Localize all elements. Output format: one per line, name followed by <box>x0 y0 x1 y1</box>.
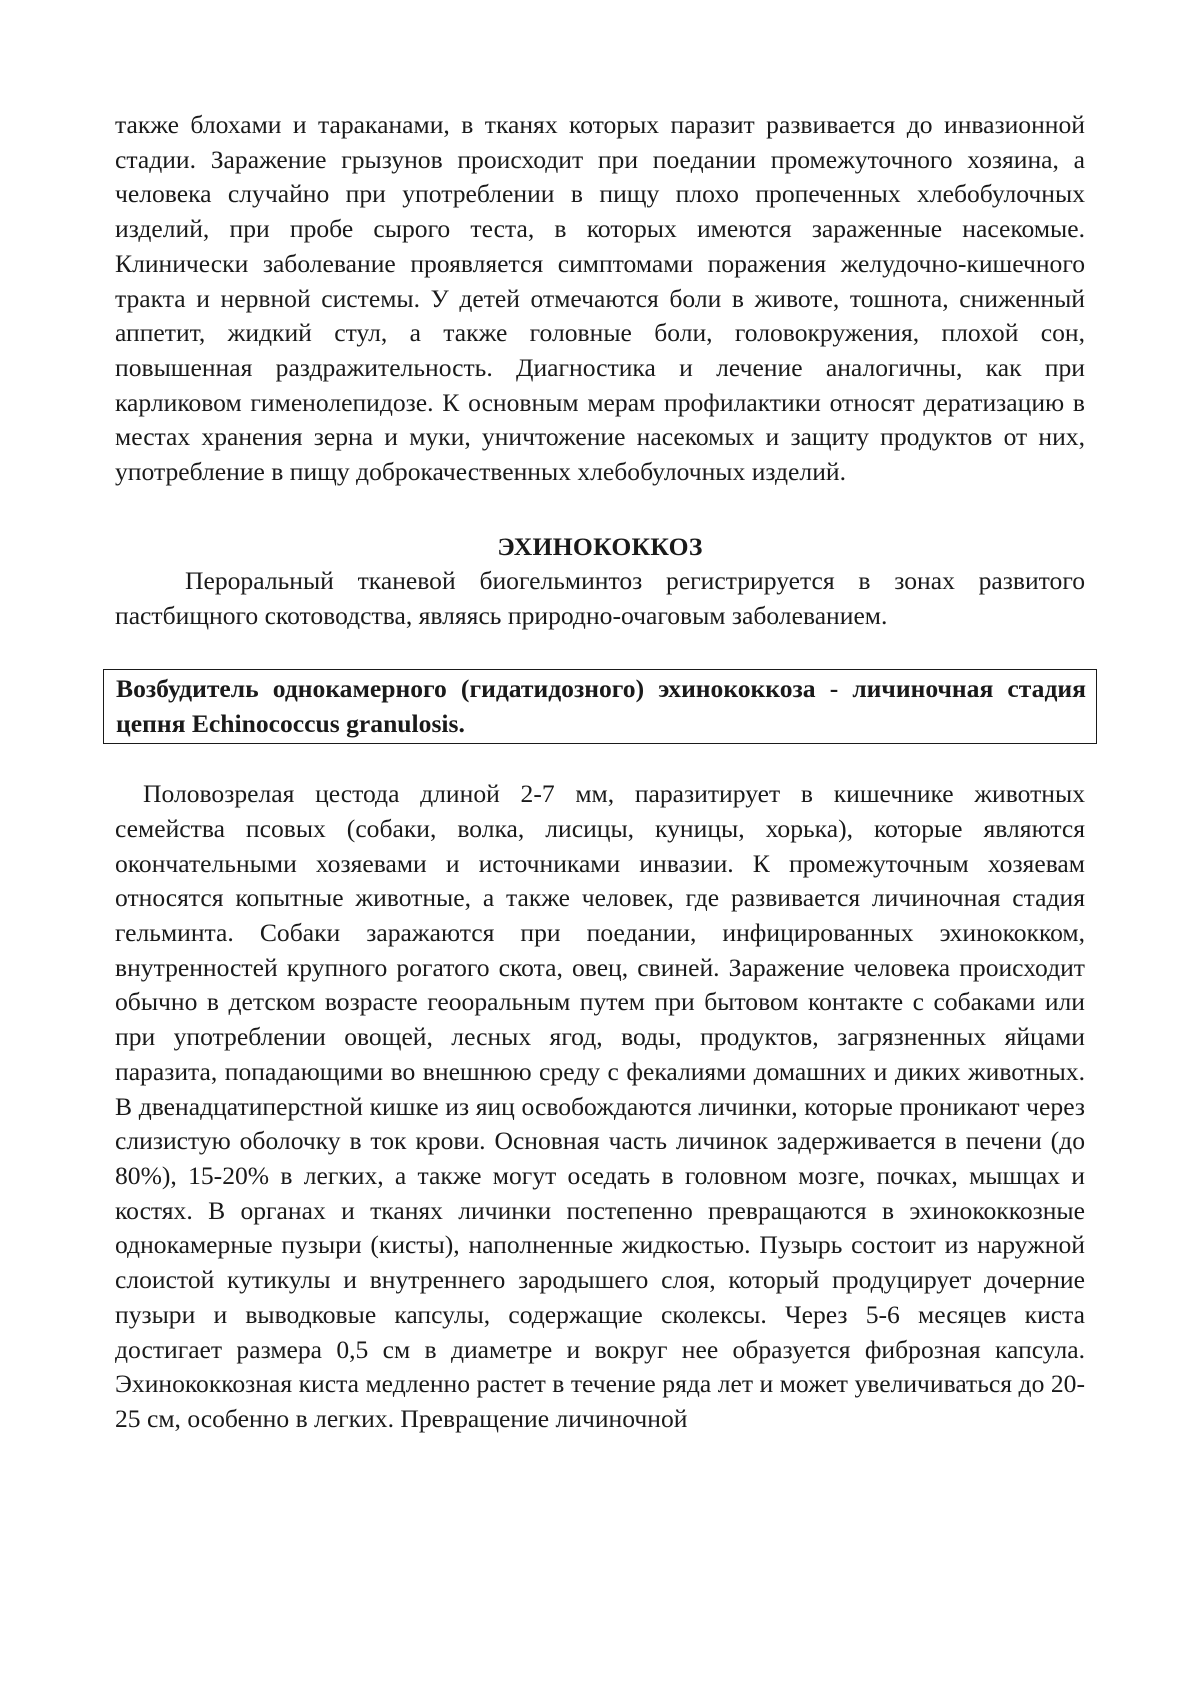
pathogen-box: Возбудитель однокамерного (гидатидозного) эхинококкоза - личиночная стадия цепня Echinococcus granulosis. <box>103 669 1097 744</box>
body-paragraph: Половозрелая цестода длиной 2-7 мм, паразитирует в кишечнике животных семейства псовых (собаки, волка, лисицы, куницы, хорька), которые являются окончательными хозяевами и источниками инвазии. К промежуточным хозяевам относятся копытные животные, а также человек, где развивается личиночная стадия гельминта. Собаки заражаются при поедании, инфицированных эхинококком, внутренностей крупного рогатого скота, овец, свиней. Заражение человека происходит обычно в детском возрасте геооральным путем при бытовом контакте с собаками или при употреблении овощей, лесных ягод, воды, продуктов, загрязненных яйцами паразита, попадающими во внешнюю среду с фекалиями домашних и диких животных. В двенадцатиперстной кишке из яиц освобождаются личинки, которые проникают через слизистую оболочку в ток крови. Основная часть личинок задерживается в печени (до 80%), 15-20% в легких, а также могут оседать в головном мозге, почках, мышцах и костях. В органах и тканях личинки постепенно превращаются в эхинококкозные однокамерные пузыри (кисты), наполненные жидкостью. Пузырь состоит из наружной слоистой кутикулы и внутреннего зародышего слоя, который продуцирует дочерние пузыри и выводковые капсулы, содержащие сколексы. Через 5-6 месяцев киста достигает размера 0,5 см в диаметре и вокруг нее образуется фиброзная капсула. Эхинококкозная киста медленно растет в течение ряда лет и может увеличиваться до 20-25 см, особенно в легких. Превращение личиночной <box>115 779 1085 1433</box>
section-heading: ЭХИНОКОККОЗ <box>497 531 703 561</box>
document-page <box>115 108 1085 1437</box>
intro-paragraph: Пероральный тканевой биогельминтоз регистрируется в зонах развитого пастбищного скотоводства, являясь природно-очаговым заболеванием. <box>115 566 1085 631</box>
continued-paragraph: также блохами и тараканами, в тканях которых паразит развивается до инвазионной стадии. Заражение грызунов происходит при поедании промежуточного хозяина, а человека случайно при употреблении в пищу плохо пропеченных хлебобулочных изделий, при пробе сырого теста, в которых имеются зараженные насекомые. Клинически заболевание проявляется симптомами поражения желудочно-кишечного тракта и нервной системы. У детей отмечаются боли в животе, тошнота, сниженный аппетит, жидкий стул, а также головные боли, головокружения, плохой сон, повышенная раздражительность. Диагностика и лечение аналогичны, как при карликовом гименолепидозе. К основным мерам профилактики относят дератизацию в местах хранения зерна и муки, уничтожение насекомых и защиту продуктов от них, употребление в пищу доброкачественных хлебобулочных изделий. <box>115 110 1085 487</box>
